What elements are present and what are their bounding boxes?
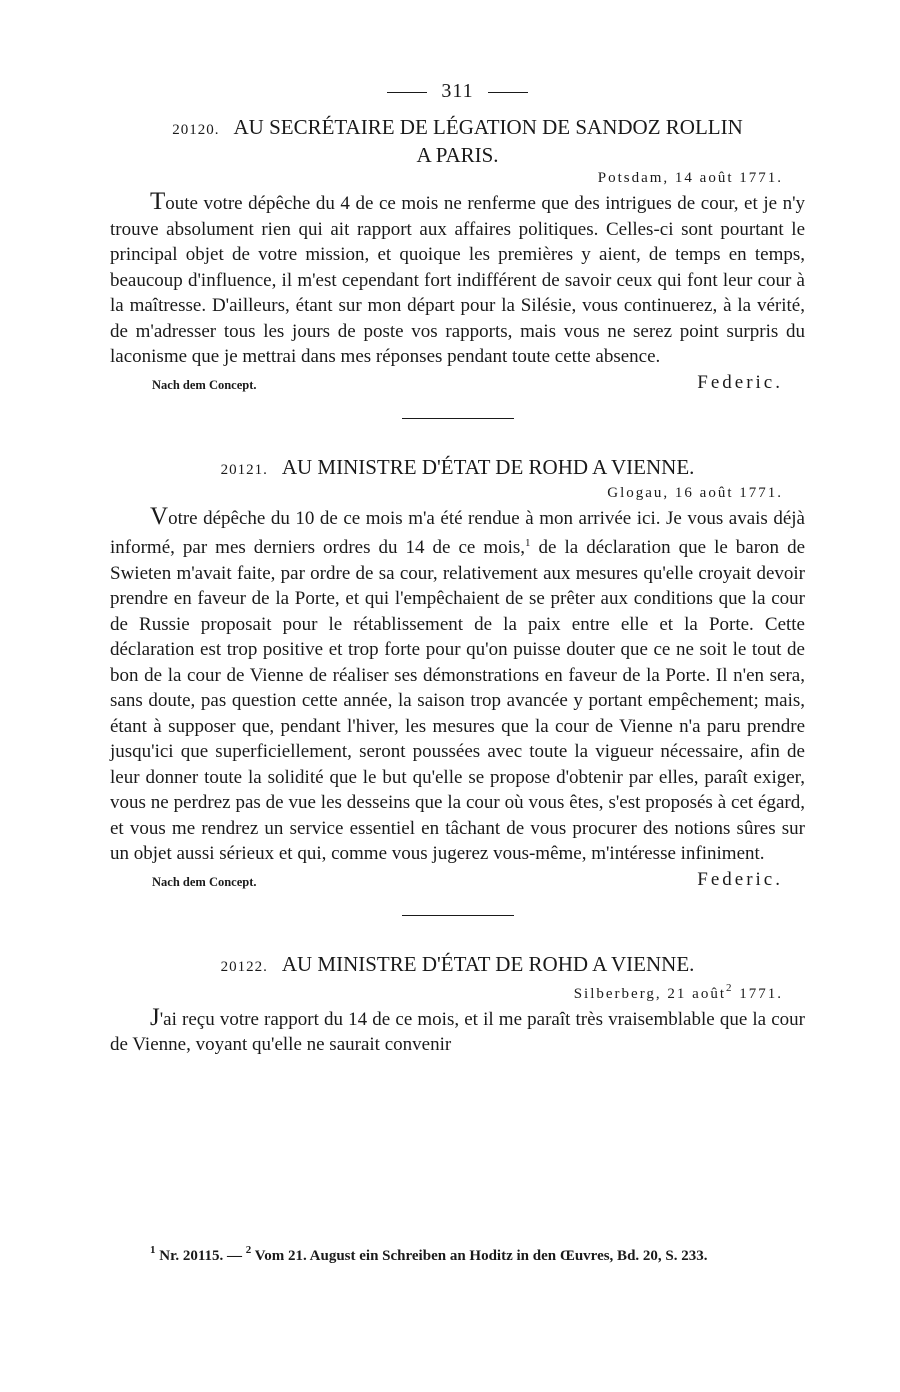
section-divider	[402, 915, 514, 916]
place-date: Silberberg, 21 août$^2$ 1771.	[573, 981, 783, 1002]
entry-number: 20120.	[172, 122, 220, 138]
letter-body: Votre dépêche du 10 de ce mois m'a été rendue à mon arrivée ici. Je vous avais déjà informé, par mes derniers ordres du 14 de ce mois,$^1$ de la déclaration que le baron de Swieten m'avait faite, par ordre de sa cour, relativement aux mesures qu'elle croyait devoir prendre en faveur de la Porte, et qui l'empêchaient de se prêter aux conditions que la cour de Russie proposait pour le rétablissement de la paix entre elle et la Porte. Cette déclaration est trop positive et trop forte pour qu'on puisse douter que ce ne soit le tout de bon de la cour de Vienne de réaliser ses démonstrations en faveur de la Porte. Il n'en sera, sans doute, pas question cette année, la saison trop avancée y portant empêchement; mais, étant à supposer que, pendant l'hiver, les mesures que la cour de Vienne n'a paru prendre jusqu'ici que superficiellement, seront poussées avec toute la vigueur nécessaire, afin de leur donner toute la solidité que le but qu'elle se propose d'obtenir par elles, paraît exiger, vous ne perdrez pas de vue les desseins que la cour où vous êtes, s'est proposés à cet égard, et vous me rendrez un service essentiel en tâchant de vous procurer des notions sûres sur un objet aussi sérieux et qui, comme vous jugerez vous-même, m'intéresse infiniment.	[110, 502, 806, 864]
initial-letter: V	[150, 502, 169, 530]
footnote-mark: 2	[726, 981, 734, 994]
signature-line	[110, 372, 805, 398]
entry-heading	[110, 115, 805, 168]
divider	[387, 92, 427, 93]
signature-line	[110, 869, 805, 895]
footnote-text: $^1$ Nr. 20115. — $^2$ Vom 21. August ein Schreiben an Hoditz in den Œuvres, Bd. 20, S. 233.	[150, 1244, 708, 1264]
signature: Federic.	[697, 371, 783, 393]
page-number: 311	[110, 80, 805, 103]
signature: Federic.	[697, 868, 783, 890]
heading-line: AU MINISTRE D'ÉTAT DE ROHD A VIENNE.	[281, 951, 695, 976]
heading-line: A PARIS.	[416, 143, 499, 167]
letter-body: J'ai reçu votre rapport du 14 de ce mois, et il me paraît très vraisemblable que la cour de Vienne, voyant qu'elle ne saurait convenir	[110, 1003, 805, 1055]
page	[110, 80, 805, 1058]
source-note: Nach dem Concept.	[152, 377, 257, 392]
place-date: Potsdam, 14 août 1771.	[597, 170, 783, 186]
divider	[488, 92, 528, 93]
heading-line: AU SECRÉTAIRE DE LÉGATION DE SANDOZ ROLLIN	[233, 115, 743, 139]
entry-heading	[110, 455, 805, 483]
entry-20122	[110, 952, 805, 1058]
entry-number: 20121.	[220, 461, 268, 478]
letter-body: Toute votre dépêche du 4 de ce mois ne renferme que des intrigues de cour, et je n'y trouve absolument rien qui ait rapport aux affaires politiques. Celles-ci sont pourtant le principal objet de votre mission, et quoique les premières y aient, de temps en temps, beaucoup d'influence, il m'est cependant fort indifférent de savoir ceux qui font leur cour à la maîtresse. D'ailleurs, étant sur mon départ pour la Silésie, vous continuerez, à la vérité, de m'adresser tous les jours de poste vos rapports, mais vous ne serez point surpris du laconisme que je mettrai dans mes réponses pendant toute cette absence.	[110, 188, 805, 367]
entry-20120	[110, 115, 805, 398]
initial-letter: T	[150, 188, 166, 215]
footnote-mark: 2	[245, 1244, 252, 1256]
entry-20121	[110, 455, 805, 895]
heading-line: AU MINISTRE D'ÉTAT DE ROHD A VIENNE.	[281, 454, 695, 479]
source-note: Nach dem Concept.	[152, 874, 257, 889]
initial-letter: J	[150, 1003, 160, 1031]
entry-number: 20122.	[220, 958, 268, 975]
entry-heading	[110, 952, 805, 980]
footnote-mark: 1	[150, 1244, 156, 1256]
section-divider	[402, 418, 514, 419]
footnotes	[110, 1240, 805, 1266]
footnote-mark: 1	[525, 537, 531, 549]
place-date: Glogau, 16 août 1771.	[607, 484, 783, 501]
